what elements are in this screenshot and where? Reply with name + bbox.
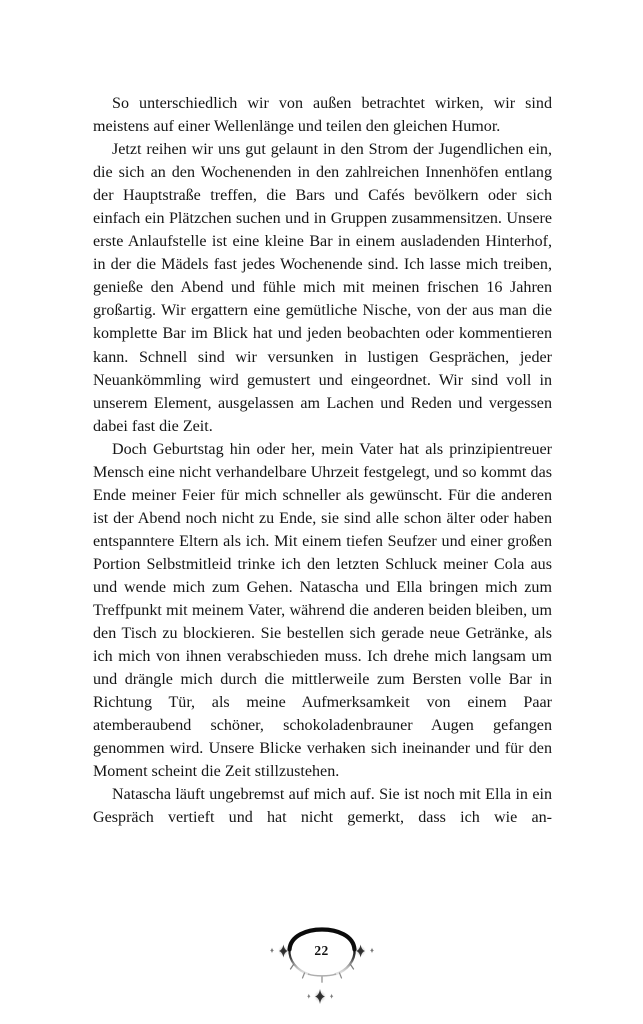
paragraph: Jetzt reihen wir uns gut gelaunt in den Strom der Jugendlichen ein, die sich an den Wochenenden in den zahlreichen Innenhöfen entlang der Hauptstraße treffen, die Bars und Cafés bevölkern oder sich einfach ein Plätzchen suchen und in Gruppen zusammensitzen. Unsere erste Anlaufstelle ist eine kleine Bar in einem ausladenden Hinterhof, in der die Mädels fast jedes Wochenende sind. Ich lasse mich treiben, genieße den Abend und fühle mich mit meinen frischen 16 Jahren großartig. Wir ergattern eine gemütliche Nische, von der aus man die komplette Bar im Blick hat und jeden beobachten oder kommentieren kann. Schnell sind wir versunken in lustigen Gesprächen, jeder Neuankömmling wird gemustert und eingeordnet. Wir sind voll in unserem Element, ausgelassen am Lachen und Reden und vergessen dabei fast die Zeit.: [93, 141, 552, 435]
folio-ornament: [267, 920, 377, 1012]
sparkle-bottom-large-icon: [313, 989, 325, 1004]
sparkle-bottom-dot-right-icon: [329, 994, 333, 999]
page-footer: [0, 920, 643, 1016]
sparkle-bottom-dot-left-icon: [307, 994, 311, 999]
paragraph: Natascha läuft ungebremst auf mich auf. Sie ist noch mit Ella in ein Gespräch vertieft und hat nicht gemerkt, dass ich wie an-: [93, 786, 552, 827]
page-number: 22: [314, 942, 329, 958]
paragraph: So unterschiedlich wir von außen betrachtet wirken, wir sind meistens auf einer Wellenlänge und teilen den gleichen Humor.: [93, 95, 552, 136]
page-text-block: [93, 92, 552, 853]
paragraph: Doch Geburtstag hin oder her, mein Vater hat als prinzipientreuer Mensch eine nicht verhandelbare Uhrzeit festgelegt, und so kommt das Ende meiner Feier für mich schneller als gewünscht. Für die anderen ist der Abend noch nicht zu Ende, sie sind alle schon älter oder haben entspanntere Eltern als ich. Mit einem tiefen Seufzer und einer großen Portion Selbstmitleid trinke ich den letzten Schluck meiner Cola aus und wende mich zum Gehen. Natascha und Ella bringen mich zum Treffpunkt mit meinem Vater, während die anderen beiden bleiben, um den Tisch zu blockieren. Sie bestellen sich gerade neue Getränke, als ich mich von ihnen verabschieden muss. Ich drehe mich langsam um und drängle mich durch die mittlerweile zum Bersten volle Bar in Richtung Tür, als meine Aufmerksamkeit von einem Paar atemberaubend schöner, schokoladenbrauner Augen gefangen genommen wird. Unsere Blicke verhaken sich ineinander und für den Moment scheint die Zeit stillzustehen.: [93, 440, 552, 781]
